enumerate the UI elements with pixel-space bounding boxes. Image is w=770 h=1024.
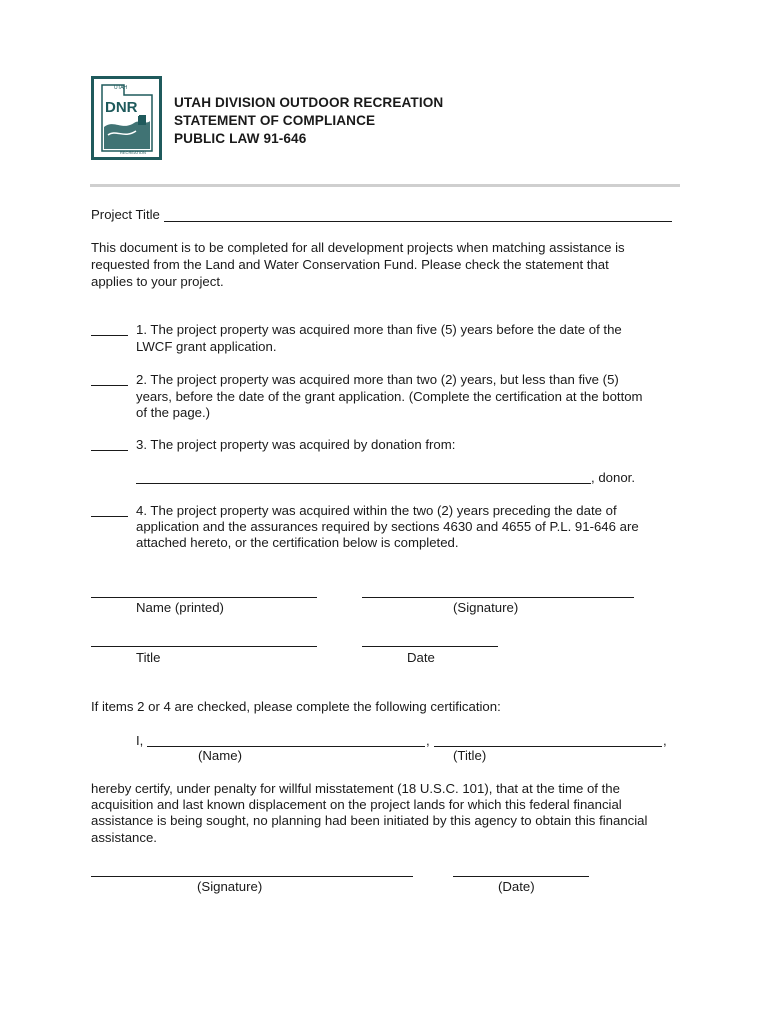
- date-label: Date: [407, 650, 435, 665]
- logo-bottom-text: RECREATION: [120, 150, 146, 155]
- certification-name-field[interactable]: [147, 746, 425, 747]
- certification-body-line1: hereby certify, under penalty for willful misstatement (18 U.S.C. 101), that at the time of the: [91, 781, 620, 796]
- certification-signature-field[interactable]: [91, 876, 413, 877]
- item-3-checkbox-blank[interactable]: [91, 450, 128, 451]
- title-label: Title: [136, 650, 161, 665]
- certification-body-line4: assistance.: [91, 830, 157, 845]
- item-2-line2: years, before the date of the grant application. (Complete the certification at the bottom: [136, 389, 643, 404]
- header-title-line3: PUBLIC LAW 91-646: [174, 131, 307, 146]
- donor-suffix: , donor.: [591, 470, 635, 485]
- intro-line2: requested from the Land and Water Conservation Fund. Please check the statement that: [91, 257, 609, 272]
- item-4-checkbox-blank[interactable]: [91, 516, 128, 517]
- certification-title-field[interactable]: [434, 746, 662, 747]
- item-1-checkbox-blank[interactable]: [91, 335, 128, 336]
- item-2-line1: 2. The project property was acquired more than two (2) years, but less than five (5): [136, 372, 619, 387]
- certification-comma-2: ,: [663, 733, 667, 748]
- item-1-line2: LWCF grant application.: [136, 339, 277, 354]
- certification-i-prefix: I,: [136, 733, 144, 748]
- item-4-line2: application and the assurances required by sections 4630 and 4655 of P.L. 91-646 are: [136, 519, 639, 534]
- item-2-line3: of the page.): [136, 405, 211, 420]
- dnr-logo: [91, 76, 162, 160]
- certification-date-field[interactable]: [453, 876, 589, 877]
- signature-label: (Signature): [453, 600, 519, 615]
- intro-line3: applies to your project.: [91, 274, 224, 289]
- donor-name-field[interactable]: [136, 483, 591, 484]
- certification-comma-1: ,: [426, 733, 430, 748]
- name-printed-label: Name (printed): [136, 600, 224, 615]
- certification-name-label: (Name): [198, 748, 242, 763]
- header-title-line1: UTAH DIVISION OUTDOOR RECREATION: [174, 95, 444, 110]
- name-printed-field[interactable]: [91, 597, 317, 598]
- certification-body-line2: acquisition and last known displacement on the project lands for which this federal financial: [91, 797, 622, 812]
- item-4-line3: attached hereto, or the certification below is completed.: [136, 535, 459, 550]
- intro-line1: This document is to be completed for all development projects when matching assistance is: [91, 240, 625, 255]
- project-title-label: Project Title: [91, 207, 160, 222]
- date-field[interactable]: [362, 646, 498, 647]
- certification-title-label: (Title): [453, 748, 487, 763]
- item-4-line1: 4. The project property was acquired within the two (2) years preceding the date of: [136, 503, 617, 518]
- certification-signature-label: (Signature): [197, 879, 263, 894]
- signature-field[interactable]: [362, 597, 634, 598]
- title-field[interactable]: [91, 646, 317, 647]
- certification-intro: If items 2 or 4 are checked, please complete the following certification:: [91, 699, 501, 714]
- certification-body-line3: assistance is being sought, no planning had been initiated by this agency to obtain this financial: [91, 813, 648, 828]
- item-1-line1: 1. The project property was acquired more than five (5) years before the date of the: [136, 322, 622, 337]
- certification-date-label: (Date): [498, 879, 535, 894]
- logo-main-text: DNR: [105, 99, 138, 116]
- item-2-checkbox-blank[interactable]: [91, 385, 128, 386]
- logo-top-text: UTAH: [114, 85, 128, 91]
- item-3-line1: 3. The project property was acquired by donation from:: [136, 437, 456, 452]
- header-title-line2: STATEMENT OF COMPLIANCE: [174, 113, 376, 128]
- header-divider: [90, 184, 680, 187]
- project-title-field[interactable]: [164, 221, 672, 222]
